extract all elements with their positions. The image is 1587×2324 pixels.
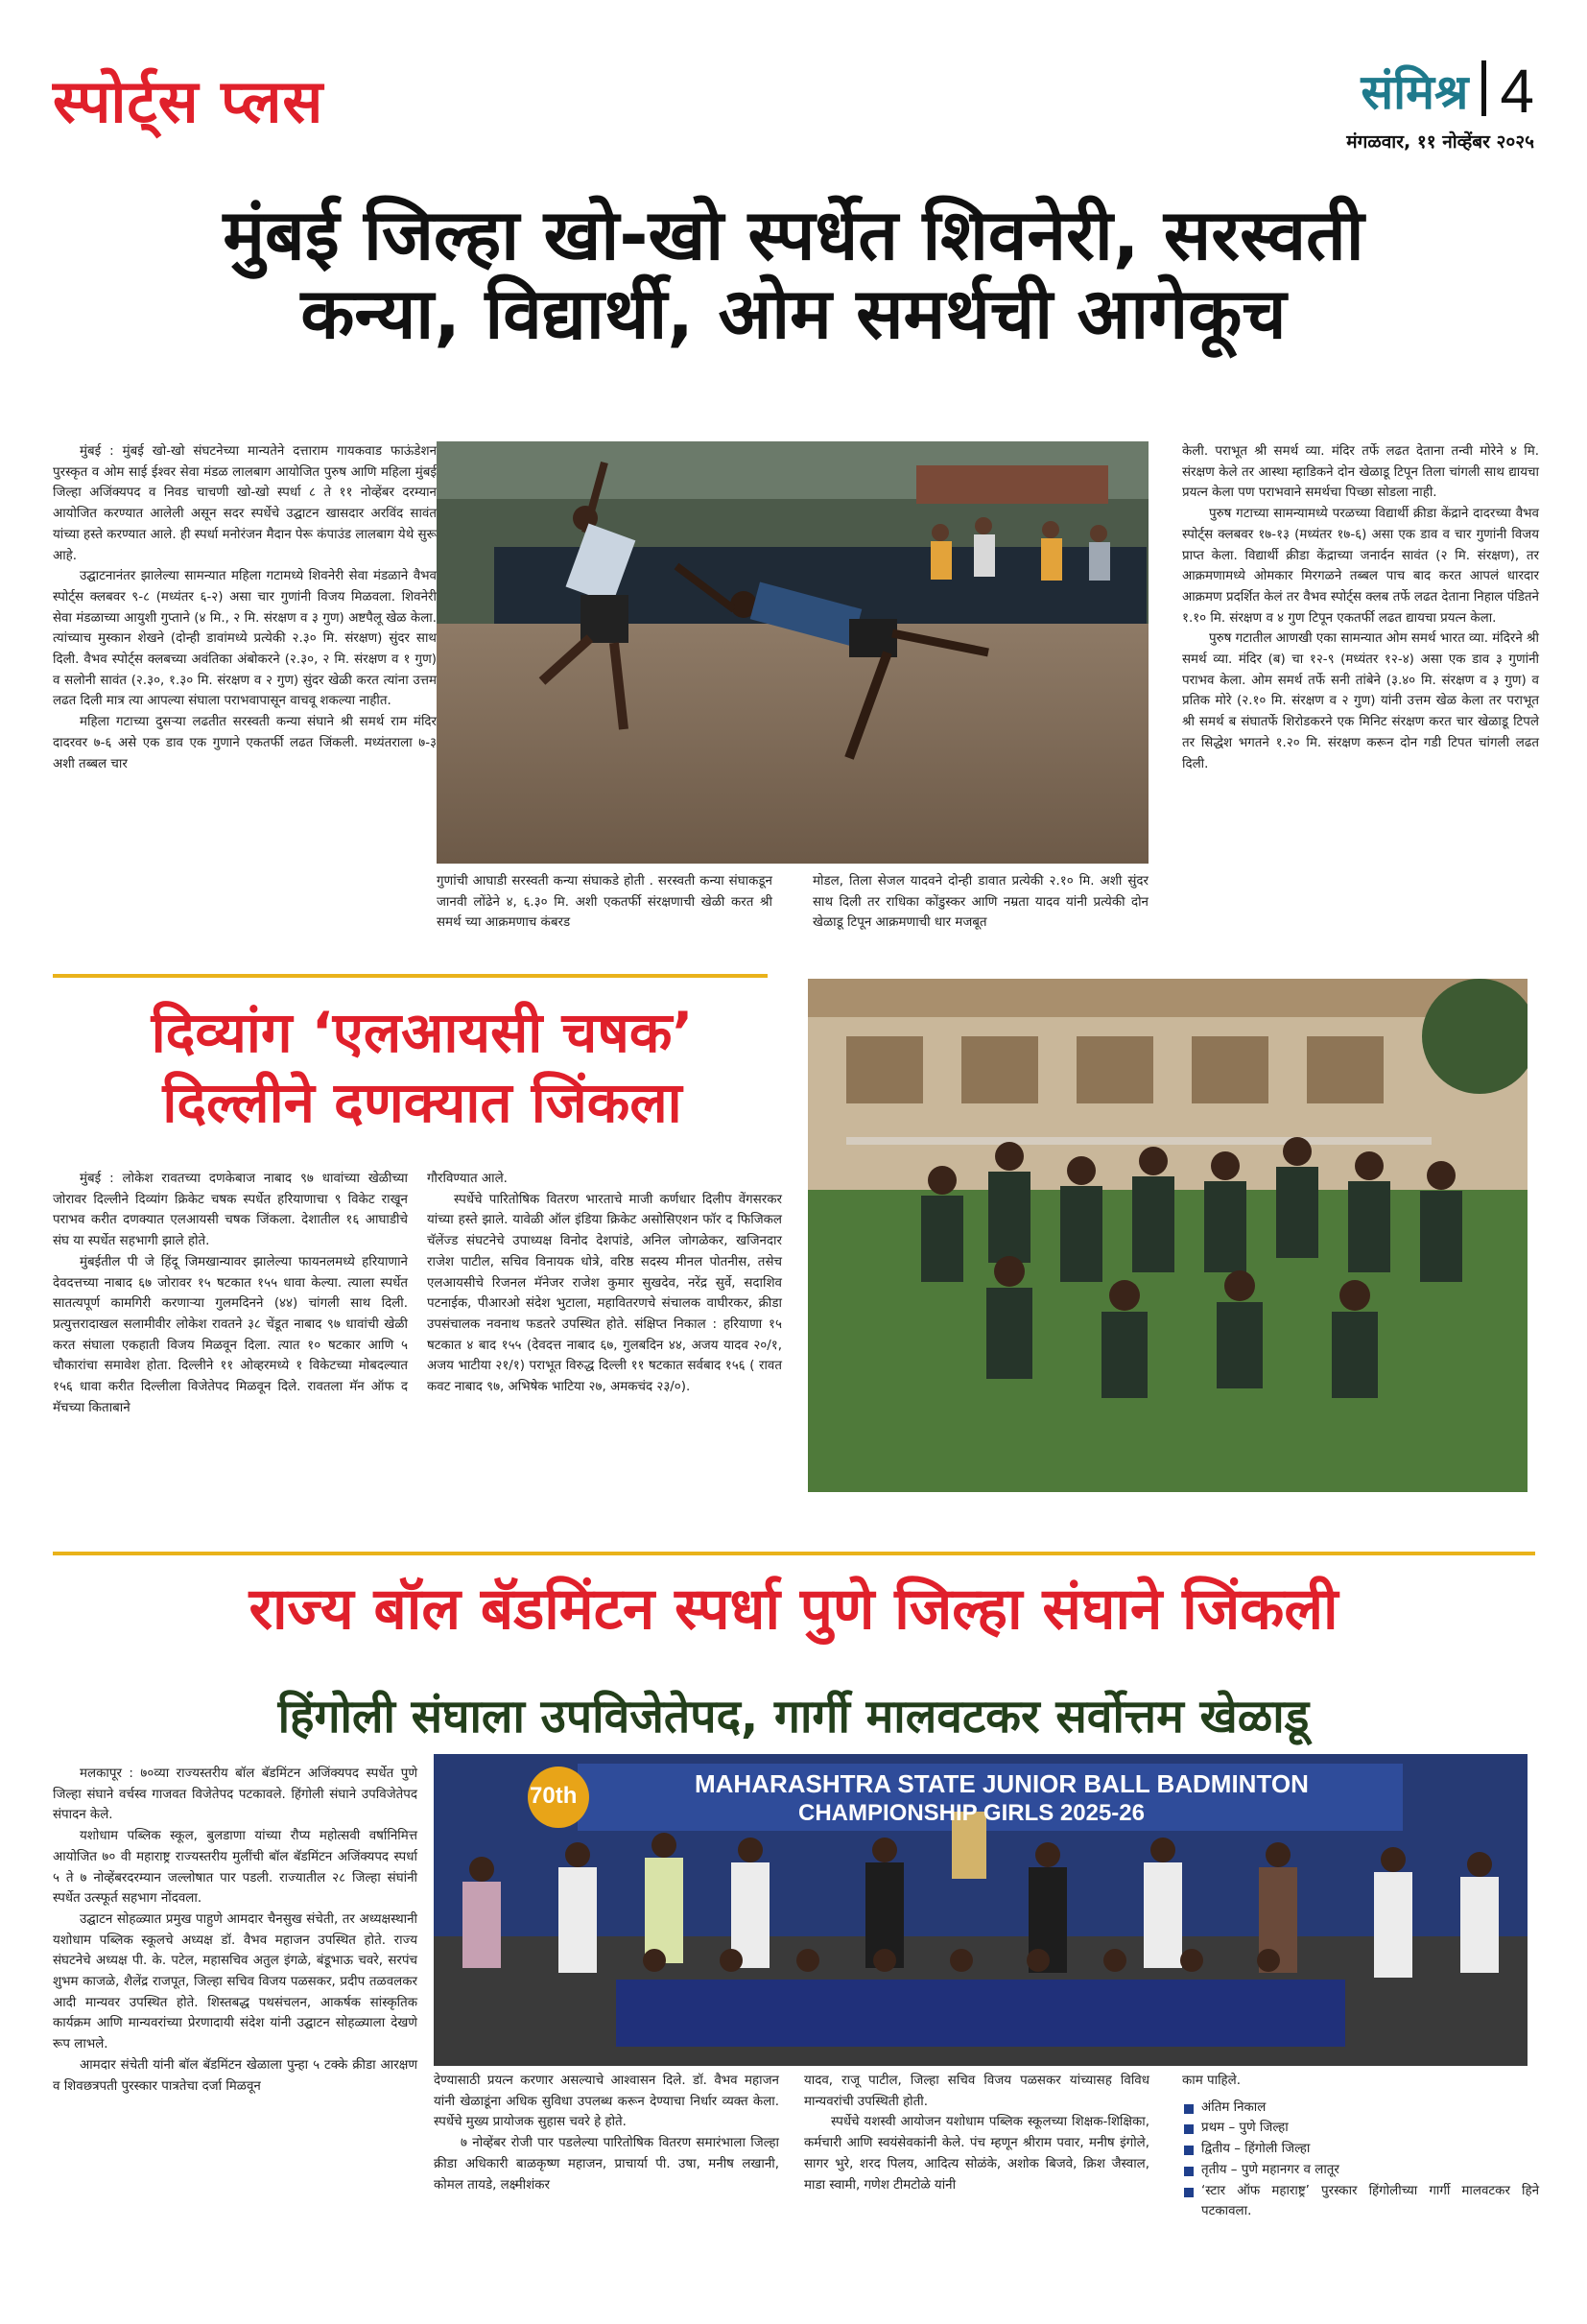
story2-paragraph: स्पर्धेचे पारितोषिक वितरण भारताचे माजी कर्णधार दिलीप वेंगसरकर यांच्या हस्ते झाले. यावेळी ऑल इंडिया क्रिकेट असोसिएशन फॉर द फिजिकल चॅलेंज्ड संघटनेचे उपाध्यक्ष विनोद देशपांडे, अनिल जोगळेकर, खजिनदार राजेश पाटील, सचिव विनायक धोत्रे, वरिष्ठ सदस्य मीनल पोतनीस, तसेच एलआयसीचे रिजनल मॅनेजर राजेश कुमार सुखदेव, नरेंद्र सुर्वे, सदाशिव पटनाईक, पीआरओ संदेश भुटाला, महावितरणचे संचालक वाघीरकर, क्रीडा उपसंचालक नवनाथ फडतरे उपस्थित होते. संक्षिप्त निकाल : हरियाणा १५ षटकात ४ बाद १५५ (देवदत्त नाबाद ६७, गुलबदिन ४४, अजय यादव २०/१, अजय भाटीया २१/१) पराभूत विरुद्ध दिल्ली ११ षटकात सर्वबाद १५६ ( रावत कवट नाबाद ९७, अभिषेक भाटिया २७, अमकचंद २३/०). — [427, 1192, 782, 1395]
story3-column-4 — [1182, 2071, 1539, 2222]
story3-column-2 — [434, 2071, 779, 2195]
section-title: स्पोर्ट्स प्लस — [53, 66, 324, 136]
story3-paragraph: आमदार संचेती यांनी बॉल बॅडमिंटन खेळाला पुन्हा ५ टक्के क्रीडा आरक्षण व शिवछत्रपती पुरस्कार पात्रतेचा दर्जा मिळवून — [53, 2057, 417, 2094]
event-banner-text-2: CHAMPIONSHIP GIRLS 2025-26 — [798, 1800, 1145, 1826]
results-list-item: तृतीय – पुणे महानगर व लातूर — [1182, 2160, 1539, 2181]
story3-column-3 — [804, 2071, 1149, 2195]
story2-paragraph: मुंबईतील पी जे हिंदू जिमखान्यावर झालेल्या फायनलमध्ये हरियाणाने देवदत्तच्या नाबाद ६७ जोरावर १५ षटकात १५५ धावा केल्या. त्याला स्पर्धेत सातत्यपूर्ण कामगिरी करणाऱ्या गुलमदिनने (४४) चांगली साथ दिली. प्रत्युत्तरादाखल सलामीवीर लोकेश रावतने ३८ चेंडूत नाबाद ९७ धावांची खेळी करत संघाला एकहाती विजय मिळवून दिला. त्यात १० षटकार आणि ५ चौकारांचा समावेश होता. दिल्लीने ११ ओव्हरमध्ये १ विकेटच्या मोबदल्यात १५६ धावा करीत दिल्लीला विजेतेपद मिळवून दिले. रावतला मॅन ऑफ द मॅचच्या किताबाने — [53, 1254, 408, 1415]
story3-paragraph: यादव, राजू पाटील, जिल्हा सचिव विजय पळसकर यांच्यासह विविध मान्यवरांची उपस्थिती होती. — [804, 2074, 1149, 2109]
story3-paragraph: काम पाहिले. — [1182, 2074, 1242, 2088]
story2-paragraph: गौरविण्यात आले. — [427, 1172, 508, 1186]
results-list — [1182, 2098, 1539, 2222]
story3-paragraph: यशोधाम पब्लिक स्कूल, बुलडाणा यांच्या रौप्य महोत्सवी वर्षानिमित्त आयोजित ७० वी महाराष्ट्र राज्यस्तरीय मुलींची बॉल बॅडमिंटन अजिंक्यपद स्पर्धा ५ ते ७ नोव्हेंबरदरम्यान जल्लोषात पार पडली. राज्यातील २८ जिल्हा संघांनी स्पर्धेत उत्स्फूर्त सहभाग नोंदवला. — [53, 1829, 417, 1907]
story1-paragraph: मोडल, तिला सेजल यादवने दोन्ही डावात प्रत्येकी २.१० मि. अशी सुंदर साथ दिली तर राधिका कोंडुस्कर आणि नम्रता यादव यांनी प्रत्येकी दोन खेळाडू टिपून आक्रमणाची धार मजबूत — [813, 874, 1149, 931]
story3-paragraph: मलकापूर : ७०व्या राज्यस्तरीय बॉल बॅडमिंटन अजिंक्यपद स्पर्धेत पुणे जिल्हा संघाने वर्चस्व गाजवत विजेतेपद पटकावले. हिंगोली संघाने उपविजेतेपद संपादन केले. — [53, 1767, 417, 1823]
story2-headline-line2: दिल्लीने दणक्यात जिंकला — [162, 1069, 682, 1135]
story2-headline-line1: दिव्यांग ‘एलआयसी चषक’ — [151, 1000, 694, 1065]
story3-column-1 — [53, 1764, 417, 2097]
cricket-team-photo-illustration — [808, 979, 1528, 1492]
story1-headline-line2: कन्या, विद्यार्थी, ओम समर्थची आगेकूच — [300, 273, 1287, 355]
story2-column-2 — [427, 1169, 782, 1398]
page-number: 4 — [1500, 57, 1534, 126]
results-list-item: द्वितीय – हिंगोली जिल्हा — [1182, 2139, 1539, 2160]
story2-headline — [53, 998, 792, 1137]
kho-kho-photo-illustration — [437, 441, 1149, 864]
story3-subheadline: हिंगोली संघाला उपविजेतेपद, गार्गी मालवटकर सर्वोत्तम खेळाडू — [277, 1690, 1310, 1743]
story1-headline — [38, 197, 1549, 354]
kho-kho-photo — [437, 441, 1149, 864]
story1-column-2 — [437, 871, 772, 934]
section-divider — [53, 1552, 1535, 1555]
story1-column-1 — [53, 441, 437, 774]
results-list-item: प्रथम – पुणे जिल्हा — [1182, 2118, 1539, 2139]
masthead — [1346, 56, 1534, 154]
story3-paragraph: देण्यासाठी प्रयत्न करणार असल्याचे आश्वासन दिले. डॉ. वैभव महाजन यांनी खेळाडूंना अधिक सुविधा उपलब्ध करून देण्याचा निर्धार व्यक्त केला. स्पर्धेचे मुख्य प्रायोजक सुहास चवरे हे होते. — [434, 2074, 779, 2130]
story1-headline-line1: मुंबई जिल्हा खो-खो स्पर्धेत शिवनेरी, सरस्वती — [223, 195, 1364, 276]
masthead-divider — [1481, 60, 1486, 116]
story2-column-1 — [53, 1169, 408, 1418]
story1-column-4 — [1182, 441, 1539, 774]
story1-paragraph: पुरुष गटातील आणखी एका सामन्यात ओम समर्थ भारत व्या. मंदिरने श्री समर्थ व्या. मंदिर (ब) चा १२-९ (मध्यंतर १२-४) असा एक डाव ३ गुणांनी पराभव केला. ओम समर्थ तर्फे सनी तांबेने (३.४० मि. संरक्षण व ३ गुण) व प्रतिक मोरे (२.१० मि. संरक्षण व २ गुण) यांनी उत्तम खेळ केला तर पराभूत श्री समर्थ ब संघातर्फे शिरोडकरने एक मिनिट संरक्षण करत चार खेळाडू टिपले तर सिद्धेश भगतने १.२० मि. संरक्षण करून दोन गडी टिपत चांगली लढत दिली. — [1182, 631, 1539, 771]
issue-date: मंगळवार, ११ नोव्हेंबर २०२५ — [1346, 131, 1534, 153]
story3-paragraph: उद्घाटन सोहळ्यात प्रमुख पाहुणे आमदार चैनसुख संचेती, तर अध्यक्षस्थानी यशोधाम पब्लिक स्कूलचे अध्यक्ष डॉ. वैभव महाजन उपस्थित होते. राज्य संघटनेचे अध्यक्ष पी. के. पटेल, महासचिव अतुल इंगळे, बंडूभाऊ चवरे, सरपंच शुभम काजळे, शैलेंद्र राजपूत, जिल्हा सचिव विजय पळसकर, प्रदीप तळवलकर आदी मान्यवर उपस्थित होते. शिस्तबद्ध पथसंचलन, आकर्षक सांस्कृतिक कार्यक्रम आणि मान्यवरांच्या प्रेरणादायी संदेश यांनी उद्घाटन सोहळ्याला देखणे रूप लाभले. — [53, 1911, 417, 2052]
story1-paragraph: महिला गटाच्या दुसऱ्या लढतीत सरस्वती कन्या संघाने श्री समर्थ राम मंदिर दादरवर ७-६ असे एक डाव एक गुणाने एकतर्फी लढत जिंकली. मध्यंतराला ७-३ अशी तब्बल चार — [53, 715, 437, 771]
story3-paragraph: स्पर्धेचे यशस्वी आयोजन यशोधाम पब्लिक स्कूलच्या शिक्षक-शिक्षिका, कर्मचारी आणि स्वयंसेवकांनी केले. पंच म्हणून श्रीराम पवार, मनीष इंगोले, सागर भुरे, शरद पिलय, आदित्य सोळंके, अशोक बिजवे, क्रिश जैस्वाल, माडा स्वामी, गणेश टीमटोळे यांनी — [804, 2115, 1149, 2193]
results-list-item: ‘स्टार ऑफ महाराष्ट्र’ पुरस्कार हिंगोलीच्या गार्गी मालवटकर हिने पटकावला. — [1182, 2181, 1539, 2222]
cricket-team-photo — [808, 979, 1528, 1492]
story3-paragraph: ७ नोव्हेंबर रोजी पार पडलेल्या पारितोषिक वितरण समारंभाला जिल्हा क्रीडा अधिकारी बाळकृष्ण महाजन, प्राचार्या पी. उषा, मनीष लखानी, कोमल तायडे, लक्ष्मीशंकर — [434, 2136, 779, 2193]
story3-headline: राज्य बॉल बॅडमिंटन स्पर्धा पुणे जिल्हा संघाने जिंकली — [249, 1576, 1338, 1643]
section-divider — [53, 974, 768, 978]
story1-paragraph: गुणांची आघाडी सरस्वती कन्या संघाकडे होती . सरस्वती कन्या संघाकडून जानवी लोंढेने ४, ६.३० मि. अशी एकतर्फी संरक्षणाची खेळी करत श्री समर्थ च्या आक्रमणाच कंबरड — [437, 874, 772, 931]
story2-paragraph: मुंबई : लोकेश रावतच्या दणकेबाज नाबाद ९७ धावांच्या खेळीच्या जोरावर दिल्लीने दिव्यांग क्रिकेट चषक स्पर्धेत हरियाणाचा ९ विकेट राखून पराभव करीत दणक्यात एलआयसी चषक जिंकला. देशातील १६ आघाडीचे संघ या स्पर्धेत सहभागी झाले होते. — [53, 1172, 408, 1249]
event-banner-badge: 70th — [530, 1783, 578, 1809]
event-banner-text: MAHARASHTRA STATE JUNIOR BALL BADMINTON — [695, 1769, 1309, 1798]
story1-column-3 — [813, 871, 1149, 934]
story1-paragraph: उद्घाटनानंतर झालेल्या सामन्यात महिला गटामध्ये शिवनेरी सेवा मंडळाने वैभव स्पोर्ट्स क्लबवर ९-८ (मध्यंतर ६-२) असा चार गुणांनी विजय मिळवला. शिवनेरी सेवा मंडळाच्या आयुशी गुप्ताने (४ मि., २ मि. संरक्षण व ३ गुण) अष्टपैलू खेळ केला. त्यांच्याच मुस्कान शेखने (दोन्ही डावांमध्ये प्रत्येकी २.३० मि. संरक्षण) सुंदर साथ दिली. वैभव स्पोर्ट्स क्लबच्या अवंतिका अंबोकरने (२.३०, २ मि. संरक्षण व १ गुण) व सलोनी सावंत (२.३०, १.३० मि. संरक्षण व २ गुण) सुंदर खेळी करत त्यांना उत्तम लढत दिली मात्र त्या आपल्या संघाला पराभवापासून वाचवू शकल्या नाहीत. — [53, 569, 437, 709]
results-list-item: अंतिम निकाल — [1182, 2098, 1539, 2119]
newspaper-name: संमिश्र — [1361, 63, 1469, 120]
story1-paragraph: केली. पराभूत श्री समर्थ व्या. मंदिर तर्फे लढत देताना तन्वी मोरेने ४ मि. संरक्षण केले तर आस्था म्हाडिकने दोन खेळाडू टिपून तिला चांगली साथ द्यायचा प्रयत्न केला पण पराभवाने समर्थचा पिच्छा सोडला नाही. — [1182, 444, 1539, 501]
story1-paragraph: मुंबई : मुंबई खो-खो संघटनेच्या मान्यतेने दत्ताराम गायकवाड फाऊंडेशन पुरस्कृत व ओम साई ईश्वर सेवा मंडळ लालबाग आयोजित पुरुष आणि महिला मुंबई जिल्हा अजिंक्यपद व निवड चाचणी खो-खो स्पर्धा ८ ते ११ नोव्हेंबर दरम्यान आयोजित करण्यात आलेली असून सदर स्पर्धेचे उद्घाटन खासदार अरविंद सावंत यांच्या हस्ते करण्यात आले. ही स्पर्धा मनोरंजन मैदान पेरू कंपाउंड लालबाग येथे सुरू आहे. — [53, 444, 437, 563]
story1-paragraph: पुरुष गटाच्या सामन्यामध्ये परळच्या विद्यार्थी क्रीडा केंद्राने दादरच्या वैभव स्पोर्ट्स क्लबवर १७-१३ (मध्यंतर १७-६) असा एक डाव व चार गुणांनी विजय प्राप्त केला. विद्यार्थी क्रीडा केंद्राच्या जनार्दन सावंत (२ मि. संरक्षण), तर आक्रमणामध्ये ओमकार मिरगळने तब्बल पाच बाद करत आपलं धारदार आक्रमण प्रदर्शित केलं तर वैभव स्पोर्ट्स क्लब तर्फे लढत देताना निहाल पंडितने १.१० मि. संरक्षण व ४ गुण टिपून एकतर्फी लढत द्यायचा प्रयत्न केला. — [1182, 507, 1539, 626]
ball-badminton-team-photo — [434, 1754, 1528, 2066]
